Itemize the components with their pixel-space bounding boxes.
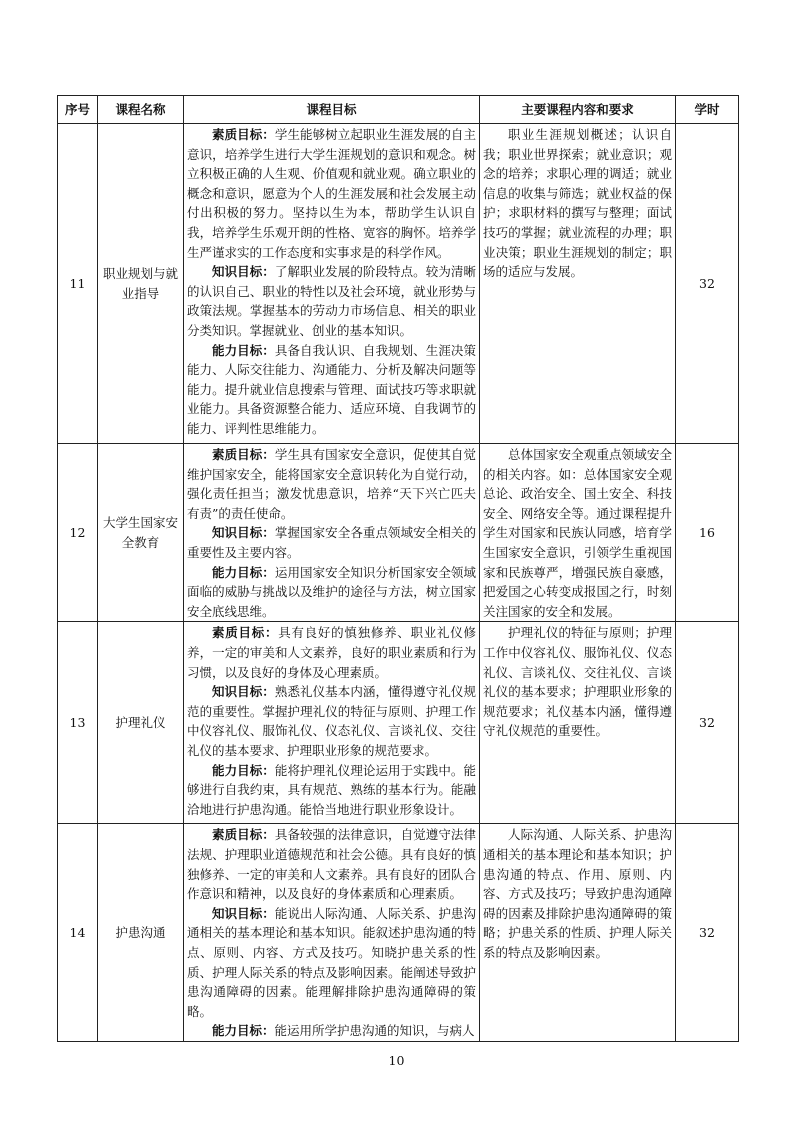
goal-paragraph [187,682,476,760]
course-goals [184,622,480,824]
goal-label: 能力目标： [212,1023,275,1039]
row-number: 11 [58,124,98,444]
goal-label: 素质目标： [212,827,275,843]
goal-label: 素质目标： [212,447,275,462]
header-hours: 学时 [676,96,739,124]
goal-text: 运用国家安全知识分析国家安全领域面临的威胁与挑战以及维护的途径与方法，树立国家安全底线思维。 [187,564,476,619]
goal-paragraph [187,445,476,523]
goal-text: 了解职业发展的阶段特点。较为清晰的认识自己、职业的特性以及社会环境，就业形势与政策法规。掌握基本的劳动力市场信息、相关的职业分类知识。掌握就业、创业的基本知识。 [187,264,476,338]
course-name: 护患沟通 [98,824,184,1042]
goal-label: 素质目标： [212,625,279,641]
table-row [58,124,739,444]
row-number: 13 [58,622,98,824]
goal-label: 能力目标： [212,564,275,580]
course-hours: 32 [676,124,739,444]
header-course-name: 课程名称 [98,96,184,124]
course-hours: 32 [676,824,739,1042]
course-goals [184,824,480,1042]
course-content [480,622,676,824]
goal-paragraph [187,623,476,682]
goal-paragraph [187,904,476,1022]
goal-paragraph [187,262,476,340]
course-goals [184,124,480,444]
course-goals [184,444,480,622]
goal-paragraph [187,125,476,262]
goal-text: 具备自我认识、自我规划、生涯决策能力、人际交往能力、沟通能力、分析及解决问题等能力。提升就业信息搜索与管理、面试技巧等求职就业能力。具备资源整合能力、适应环境、自我调节的能力、评判性思维能力。 [187,342,476,436]
course-name: 护理礼仪 [98,622,184,824]
goal-label: 能力目标： [212,342,275,358]
goal-paragraph [187,761,476,820]
table-row [58,622,739,824]
goal-text: 学生具有国家安全意识，促使其自觉维护国家安全，能将国家安全意识转化为自觉行动，强化责任担当；激发忧患意识，培养“天下兴亡匹夫有责”的责任使命。 [187,447,476,521]
goal-label: 知识目标： [212,525,275,541]
course-table [57,95,739,1042]
course-hours: 16 [676,444,739,622]
header-no: 序号 [58,96,98,124]
goal-paragraph [187,523,476,562]
table-row [58,444,739,622]
content-text: 职业生涯规划概述；认识自我；职业世界探索；就业意识；观念的培养；求职心理的调适；就业信息的收集与筛选；就业权益的保护；求职材料的撰写与整理；面试技巧的掌握；就业流程的办理；职业决策；职业生涯规划的制定；职场的适应与发展。 [483,127,672,280]
row-number: 12 [58,444,98,622]
goal-text: 能说出人际沟通、人际关系、护患沟通相关的基本理论和基本知识。能叙述护患沟通的特点、原则、内容、方式及技巧。知晓护患关系的性质、护理人际关系的特点及影响因素。能阐述导致护患沟通障碍的因素。能理解排除护患沟通障碍的策略。 [187,905,476,1019]
header-goals: 课程目标 [184,96,480,124]
goal-label: 知识目标： [212,684,275,700]
goal-text: 掌握国家安全各重点领域安全相关的重要性及主要内容。 [187,525,476,560]
header-content: 主要课程内容和要求 [480,96,676,124]
goal-paragraph [187,1021,476,1041]
goal-paragraph [187,341,476,439]
goal-text: 能将护理礼仪理论运用于实践中。能够进行自我约束，具有规范、熟练的基本行为。能融洽地进行护患沟通。能恰当地进行职业形象设计。 [187,762,476,817]
course-hours: 32 [676,622,739,824]
goal-text: 学生能够树立起职业生涯发展的自主意识，培养学生进行大学生涯规划的意识和观念。树立积极正确的人生观、价值观和就业观。确立职业的概念和意识，愿意为个人的生涯发展和社会发展主动付出积极的努力。坚持以生为本，帮助学生认识自我，培养学生乐观开朗的性格、宽容的胸怀。培养学生严谨求实的工作态度和实事求是的科学作风。 [187,127,476,260]
goal-paragraph [187,825,476,903]
table-row [58,824,739,1042]
goal-text: 具有良好的慎独修养、职业礼仪修养，一定的审美和人文素养，良好的职业素质和行为习惯，以及良好的身体及心理素质。 [187,625,476,680]
course-content [480,444,676,622]
goal-paragraph [187,563,476,622]
page-number: 10 [388,1053,405,1068]
content-text: 护理礼仪的特征与原则；护理工作中仪容礼仪、服饰礼仪、仪态礼仪、言谈礼仪、交往礼仪、言谈礼仪的基本要求；护理职业形象的规范要求；礼仪基本内涵，懂得遵守礼仪规范的重要性。 [483,625,672,739]
goal-text: 熟悉礼仪基本内涵，懂得遵守礼仪规范的重要性。掌握护理礼仪的特征与原则、护理工作中仪容礼仪、服饰礼仪、仪态礼仪、言谈礼仪、交往礼仪的基本要求、护理职业形象的规范要求。 [187,684,476,758]
content-text: 人际沟通、人际关系、护患沟通相关的基本理论和基本知识；护患沟通的特点、作用、原则、内容、方式及技巧；导致护患沟通障碍的因素及排除护患沟通障碍的策略；护患关系的性质、护理人际关系的特点及影响因素。 [483,827,672,960]
content-text: 总体国家安全观重点领域安全的相关内容。如：总体国家安全观总论、政治安全、国土安全、科技安全、网络安全等。通过课程提升学生对国家和民族认同感，培育学生国家安全意识，引领学生重视国家和民族尊严，增强民族自豪感，把爱国之心转变成报国之行，时刻关注国家的安全和发展。 [483,447,672,619]
course-content [480,824,676,1042]
course-name: 大学生国家安全教育 [98,444,184,622]
header-row [58,96,739,124]
goal-label: 素质目标： [212,127,275,142]
goal-text: 具备较强的法律意识，自觉遵守法律法规、护理职业道德规范和社会公德。具有良好的慎独修养、一定的审美和人文素养。具有良好的团队合作意识和精神，以及良好的身体素质和心理素质。 [187,827,476,902]
goal-label: 知识目标： [212,905,275,921]
row-number: 14 [58,824,98,1042]
course-name: 职业规划与就业指导 [98,124,184,444]
goal-text: 能运用所学护患沟通的知识，与病人 [274,1023,475,1039]
goal-label: 能力目标： [212,762,275,778]
goal-label: 知识目标： [212,264,275,280]
course-content [480,124,676,444]
